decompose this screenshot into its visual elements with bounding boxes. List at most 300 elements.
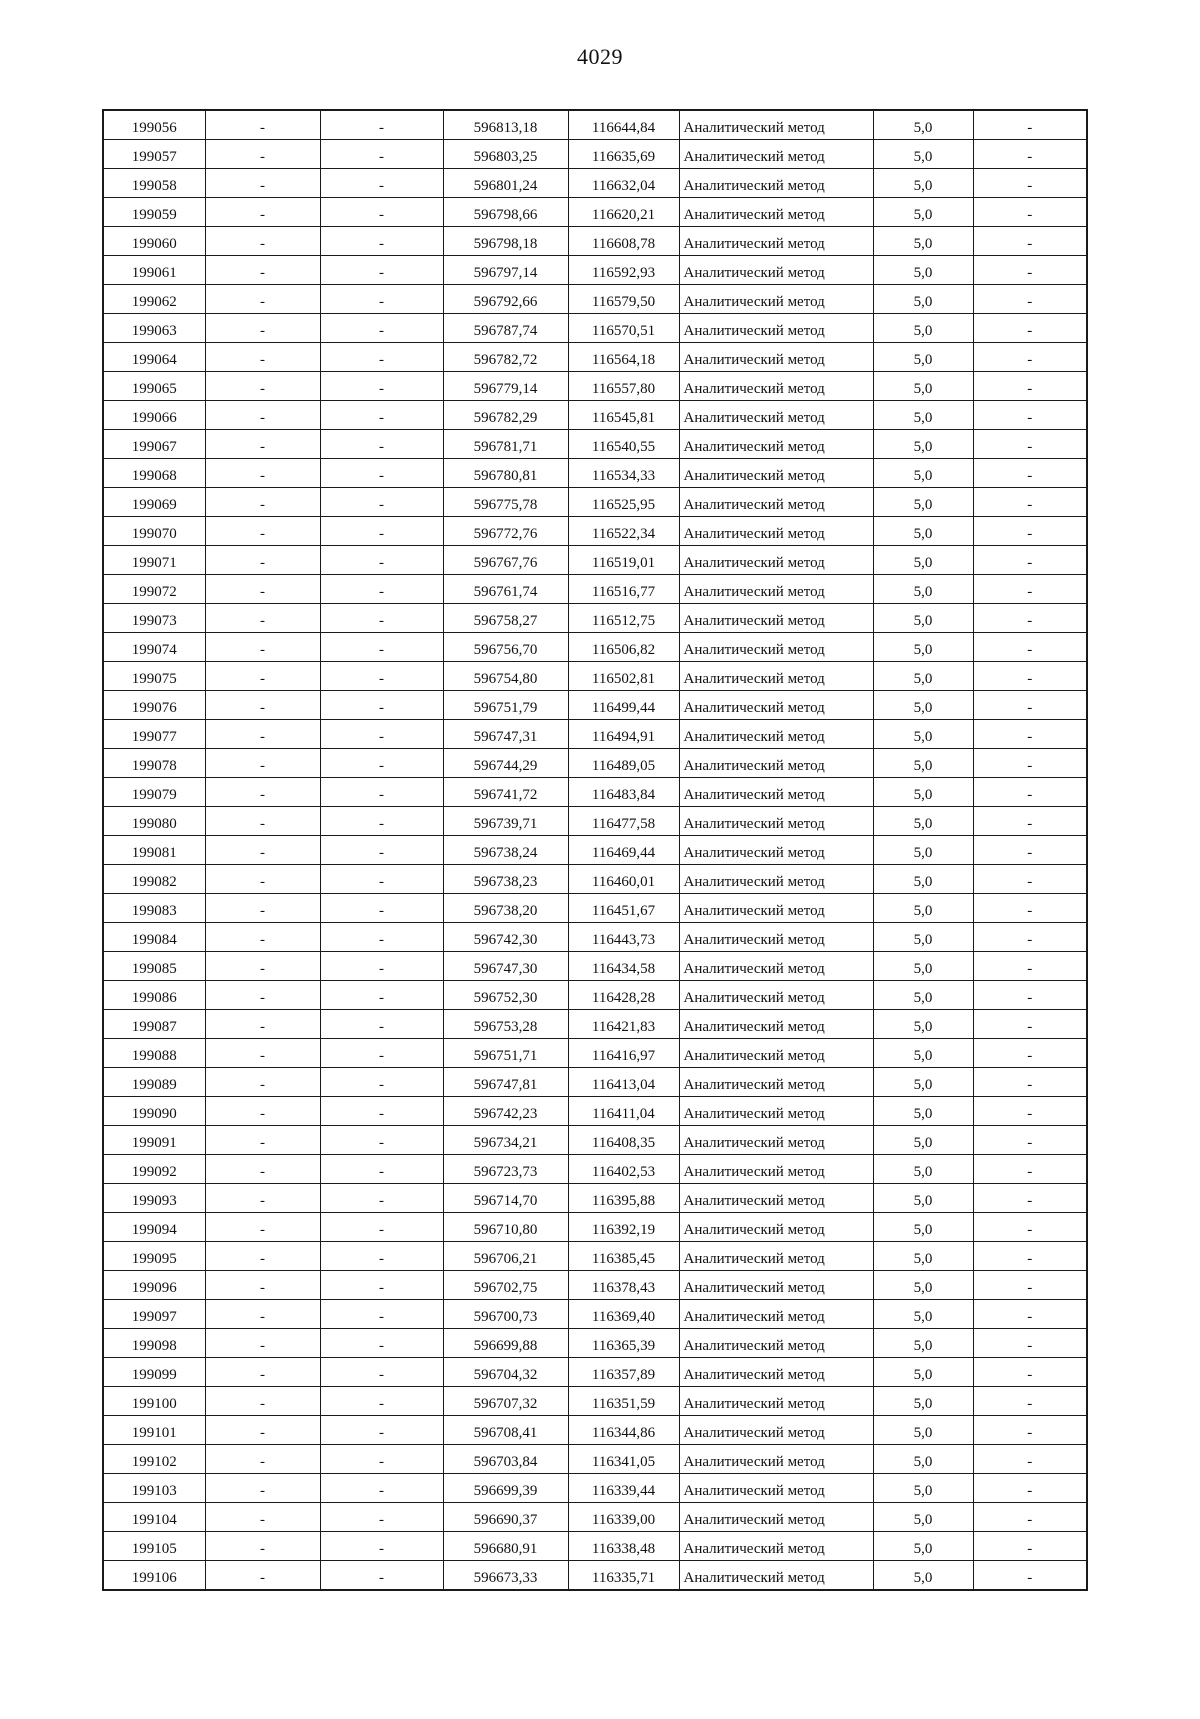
x-coordinate-cell: 596753,28 (443, 1010, 568, 1039)
y-coordinate-cell: 116369,40 (568, 1300, 679, 1329)
point-number-cell: 199106 (103, 1561, 205, 1591)
empty-value-cell: - (320, 923, 443, 952)
accuracy-cell: 5,0 (873, 256, 973, 285)
table-row (103, 778, 1087, 807)
method-cell: Аналитический метод (679, 720, 873, 749)
y-coordinate-cell: 116644,84 (568, 110, 679, 140)
y-coordinate-cell: 116443,73 (568, 923, 679, 952)
accuracy-cell: 5,0 (873, 807, 973, 836)
accuracy-cell: 5,0 (873, 1126, 973, 1155)
x-coordinate-cell: 596742,30 (443, 923, 568, 952)
point-number-cell: 199089 (103, 1068, 205, 1097)
accuracy-cell: 5,0 (873, 1329, 973, 1358)
accuracy-cell: 5,0 (873, 488, 973, 517)
table-row (103, 1300, 1087, 1329)
table-row (103, 1126, 1087, 1155)
accuracy-cell: 5,0 (873, 372, 973, 401)
empty-value-cell: - (205, 1300, 320, 1329)
y-coordinate-cell: 116534,33 (568, 459, 679, 488)
point-number-cell: 199100 (103, 1387, 205, 1416)
empty-value-cell: - (973, 923, 1087, 952)
accuracy-cell: 5,0 (873, 285, 973, 314)
method-cell: Аналитический метод (679, 140, 873, 169)
y-coordinate-cell: 116522,34 (568, 517, 679, 546)
method-cell: Аналитический метод (679, 1068, 873, 1097)
x-coordinate-cell: 596792,66 (443, 285, 568, 314)
empty-value-cell: - (205, 285, 320, 314)
empty-value-cell: - (973, 1155, 1087, 1184)
accuracy-cell: 5,0 (873, 459, 973, 488)
point-number-cell: 199060 (103, 227, 205, 256)
empty-value-cell: - (320, 546, 443, 575)
empty-value-cell: - (973, 1300, 1087, 1329)
x-coordinate-cell: 596782,72 (443, 343, 568, 372)
table-row (103, 1474, 1087, 1503)
method-cell: Аналитический метод (679, 401, 873, 430)
method-cell: Аналитический метод (679, 1503, 873, 1532)
point-number-cell: 199059 (103, 198, 205, 227)
empty-value-cell: - (973, 981, 1087, 1010)
empty-value-cell: - (320, 952, 443, 981)
y-coordinate-cell: 116519,01 (568, 546, 679, 575)
accuracy-cell: 5,0 (873, 140, 973, 169)
point-number-cell: 199070 (103, 517, 205, 546)
empty-value-cell: - (205, 1503, 320, 1532)
empty-value-cell: - (973, 1039, 1087, 1068)
empty-value-cell: - (973, 807, 1087, 836)
x-coordinate-cell: 596801,24 (443, 169, 568, 198)
accuracy-cell: 5,0 (873, 894, 973, 923)
point-number-cell: 199101 (103, 1416, 205, 1445)
point-number-cell: 199056 (103, 110, 205, 140)
empty-value-cell: - (973, 749, 1087, 778)
empty-value-cell: - (205, 459, 320, 488)
accuracy-cell: 5,0 (873, 1503, 973, 1532)
accuracy-cell: 5,0 (873, 110, 973, 140)
accuracy-cell: 5,0 (873, 923, 973, 952)
x-coordinate-cell: 596752,30 (443, 981, 568, 1010)
empty-value-cell: - (973, 1271, 1087, 1300)
empty-value-cell: - (973, 633, 1087, 662)
empty-value-cell: - (205, 546, 320, 575)
empty-value-cell: - (205, 691, 320, 720)
x-coordinate-cell: 596751,79 (443, 691, 568, 720)
accuracy-cell: 5,0 (873, 401, 973, 430)
point-number-cell: 199083 (103, 894, 205, 923)
y-coordinate-cell: 116635,69 (568, 140, 679, 169)
point-number-cell: 199093 (103, 1184, 205, 1213)
empty-value-cell: - (205, 1329, 320, 1358)
empty-value-cell: - (973, 1242, 1087, 1271)
table-row (103, 110, 1087, 140)
point-number-cell: 199061 (103, 256, 205, 285)
table-row (103, 1010, 1087, 1039)
empty-value-cell: - (320, 1010, 443, 1039)
x-coordinate-cell: 596710,80 (443, 1213, 568, 1242)
x-coordinate-cell: 596797,14 (443, 256, 568, 285)
empty-value-cell: - (205, 1416, 320, 1445)
x-coordinate-cell: 596772,76 (443, 517, 568, 546)
table-row (103, 1242, 1087, 1271)
method-cell: Аналитический метод (679, 372, 873, 401)
accuracy-cell: 5,0 (873, 981, 973, 1010)
y-coordinate-cell: 116385,45 (568, 1242, 679, 1271)
empty-value-cell: - (973, 256, 1087, 285)
empty-value-cell: - (973, 1213, 1087, 1242)
empty-value-cell: - (973, 952, 1087, 981)
method-cell: Аналитический метод (679, 807, 873, 836)
method-cell: Аналитический метод (679, 1097, 873, 1126)
empty-value-cell: - (973, 1532, 1087, 1561)
empty-value-cell: - (320, 1242, 443, 1271)
method-cell: Аналитический метод (679, 1300, 873, 1329)
method-cell: Аналитический метод (679, 198, 873, 227)
x-coordinate-cell: 596781,71 (443, 430, 568, 459)
y-coordinate-cell: 116469,44 (568, 836, 679, 865)
method-cell: Аналитический метод (679, 865, 873, 894)
x-coordinate-cell: 596798,18 (443, 227, 568, 256)
empty-value-cell: - (205, 778, 320, 807)
point-number-cell: 199057 (103, 140, 205, 169)
point-number-cell: 199088 (103, 1039, 205, 1068)
accuracy-cell: 5,0 (873, 1184, 973, 1213)
empty-value-cell: - (205, 227, 320, 256)
x-coordinate-cell: 596775,78 (443, 488, 568, 517)
table-row (103, 1213, 1087, 1242)
y-coordinate-cell: 116413,04 (568, 1068, 679, 1097)
method-cell: Аналитический метод (679, 1184, 873, 1213)
empty-value-cell: - (973, 1126, 1087, 1155)
accuracy-cell: 5,0 (873, 1039, 973, 1068)
method-cell: Аналитический метод (679, 1242, 873, 1271)
table-row (103, 256, 1087, 285)
x-coordinate-cell: 596738,24 (443, 836, 568, 865)
table-row (103, 749, 1087, 778)
y-coordinate-cell: 116428,28 (568, 981, 679, 1010)
method-cell: Аналитический метод (679, 430, 873, 459)
x-coordinate-cell: 596747,81 (443, 1068, 568, 1097)
empty-value-cell: - (205, 720, 320, 749)
empty-value-cell: - (320, 1416, 443, 1445)
x-coordinate-cell: 596798,66 (443, 198, 568, 227)
table-row (103, 1358, 1087, 1387)
y-coordinate-cell: 116592,93 (568, 256, 679, 285)
empty-value-cell: - (320, 227, 443, 256)
accuracy-cell: 5,0 (873, 517, 973, 546)
method-cell: Аналитический метод (679, 1532, 873, 1561)
x-coordinate-cell: 596706,21 (443, 1242, 568, 1271)
empty-value-cell: - (205, 1039, 320, 1068)
empty-value-cell: - (320, 1184, 443, 1213)
empty-value-cell: - (973, 1068, 1087, 1097)
point-number-cell: 199090 (103, 1097, 205, 1126)
empty-value-cell: - (320, 749, 443, 778)
empty-value-cell: - (320, 604, 443, 633)
empty-value-cell: - (973, 488, 1087, 517)
empty-value-cell: - (320, 865, 443, 894)
table-row (103, 517, 1087, 546)
x-coordinate-cell: 596787,74 (443, 314, 568, 343)
x-coordinate-cell: 596690,37 (443, 1503, 568, 1532)
empty-value-cell: - (205, 430, 320, 459)
empty-value-cell: - (205, 836, 320, 865)
empty-value-cell: - (320, 314, 443, 343)
x-coordinate-cell: 596747,30 (443, 952, 568, 981)
point-number-cell: 199065 (103, 372, 205, 401)
accuracy-cell: 5,0 (873, 1445, 973, 1474)
empty-value-cell: - (973, 1445, 1087, 1474)
method-cell: Аналитический метод (679, 227, 873, 256)
table-row (103, 459, 1087, 488)
method-cell: Аналитический метод (679, 1271, 873, 1300)
y-coordinate-cell: 116494,91 (568, 720, 679, 749)
method-cell: Аналитический метод (679, 1010, 873, 1039)
method-cell: Аналитический метод (679, 1329, 873, 1358)
y-coordinate-cell: 116434,58 (568, 952, 679, 981)
empty-value-cell: - (973, 1416, 1087, 1445)
point-number-cell: 199094 (103, 1213, 205, 1242)
method-cell: Аналитический метод (679, 343, 873, 372)
empty-value-cell: - (320, 110, 443, 140)
point-number-cell: 199067 (103, 430, 205, 459)
table-row (103, 865, 1087, 894)
table-row (103, 198, 1087, 227)
y-coordinate-cell: 116339,44 (568, 1474, 679, 1503)
point-number-cell: 199058 (103, 169, 205, 198)
empty-value-cell: - (320, 1068, 443, 1097)
y-coordinate-cell: 116502,81 (568, 662, 679, 691)
method-cell: Аналитический метод (679, 575, 873, 604)
empty-value-cell: - (205, 807, 320, 836)
point-number-cell: 199062 (103, 285, 205, 314)
method-cell: Аналитический метод (679, 459, 873, 488)
empty-value-cell: - (205, 1126, 320, 1155)
y-coordinate-cell: 116335,71 (568, 1561, 679, 1591)
table-row (103, 1155, 1087, 1184)
empty-value-cell: - (320, 1358, 443, 1387)
empty-value-cell: - (973, 1387, 1087, 1416)
empty-value-cell: - (320, 372, 443, 401)
table-row (103, 1068, 1087, 1097)
x-coordinate-cell: 596708,41 (443, 1416, 568, 1445)
table-row (103, 691, 1087, 720)
point-number-cell: 199074 (103, 633, 205, 662)
x-coordinate-cell: 596780,81 (443, 459, 568, 488)
empty-value-cell: - (205, 1097, 320, 1126)
accuracy-cell: 5,0 (873, 1242, 973, 1271)
point-number-cell: 199085 (103, 952, 205, 981)
accuracy-cell: 5,0 (873, 1561, 973, 1591)
empty-value-cell: - (973, 401, 1087, 430)
table-row (103, 720, 1087, 749)
empty-value-cell: - (973, 778, 1087, 807)
table-row (103, 923, 1087, 952)
method-cell: Аналитический метод (679, 256, 873, 285)
empty-value-cell: - (205, 372, 320, 401)
y-coordinate-cell: 116338,48 (568, 1532, 679, 1561)
x-coordinate-cell: 596758,27 (443, 604, 568, 633)
y-coordinate-cell: 116483,84 (568, 778, 679, 807)
point-number-cell: 199071 (103, 546, 205, 575)
empty-value-cell: - (320, 1329, 443, 1358)
x-coordinate-cell: 596680,91 (443, 1532, 568, 1561)
table-row (103, 894, 1087, 923)
x-coordinate-cell: 596756,70 (443, 633, 568, 662)
accuracy-cell: 5,0 (873, 343, 973, 372)
point-number-cell: 199068 (103, 459, 205, 488)
coordinates-table (102, 109, 1088, 1591)
x-coordinate-cell: 596754,80 (443, 662, 568, 691)
empty-value-cell: - (973, 1358, 1087, 1387)
x-coordinate-cell: 596734,21 (443, 1126, 568, 1155)
accuracy-cell: 5,0 (873, 1010, 973, 1039)
x-coordinate-cell: 596707,32 (443, 1387, 568, 1416)
empty-value-cell: - (205, 1358, 320, 1387)
method-cell: Аналитический метод (679, 1387, 873, 1416)
empty-value-cell: - (320, 1387, 443, 1416)
point-number-cell: 199075 (103, 662, 205, 691)
accuracy-cell: 5,0 (873, 1068, 973, 1097)
y-coordinate-cell: 116351,59 (568, 1387, 679, 1416)
empty-value-cell: - (320, 140, 443, 169)
empty-value-cell: - (973, 662, 1087, 691)
empty-value-cell: - (320, 1503, 443, 1532)
empty-value-cell: - (973, 372, 1087, 401)
point-number-cell: 199078 (103, 749, 205, 778)
empty-value-cell: - (320, 691, 443, 720)
accuracy-cell: 5,0 (873, 227, 973, 256)
empty-value-cell: - (205, 749, 320, 778)
empty-value-cell: - (320, 459, 443, 488)
table-row (103, 1184, 1087, 1213)
accuracy-cell: 5,0 (873, 1155, 973, 1184)
point-number-cell: 199095 (103, 1242, 205, 1271)
y-coordinate-cell: 116344,86 (568, 1416, 679, 1445)
table-row (103, 1532, 1087, 1561)
empty-value-cell: - (320, 1561, 443, 1591)
method-cell: Аналитический метод (679, 110, 873, 140)
empty-value-cell: - (205, 1213, 320, 1242)
empty-value-cell: - (320, 198, 443, 227)
table-row (103, 1271, 1087, 1300)
empty-value-cell: - (205, 865, 320, 894)
point-number-cell: 199096 (103, 1271, 205, 1300)
point-number-cell: 199097 (103, 1300, 205, 1329)
empty-value-cell: - (973, 227, 1087, 256)
accuracy-cell: 5,0 (873, 546, 973, 575)
accuracy-cell: 5,0 (873, 1097, 973, 1126)
x-coordinate-cell: 596761,74 (443, 575, 568, 604)
empty-value-cell: - (320, 343, 443, 372)
accuracy-cell: 5,0 (873, 314, 973, 343)
empty-value-cell: - (205, 343, 320, 372)
point-number-cell: 199103 (103, 1474, 205, 1503)
method-cell: Аналитический метод (679, 633, 873, 662)
x-coordinate-cell: 596744,29 (443, 749, 568, 778)
method-cell: Аналитический метод (679, 1474, 873, 1503)
table-row (103, 807, 1087, 836)
table-row (103, 836, 1087, 865)
empty-value-cell: - (973, 110, 1087, 140)
table-row (103, 488, 1087, 517)
method-cell: Аналитический метод (679, 981, 873, 1010)
empty-value-cell: - (205, 198, 320, 227)
empty-value-cell: - (205, 575, 320, 604)
method-cell: Аналитический метод (679, 1039, 873, 1068)
empty-value-cell: - (205, 1184, 320, 1213)
y-coordinate-cell: 116608,78 (568, 227, 679, 256)
empty-value-cell: - (320, 1039, 443, 1068)
empty-value-cell: - (973, 691, 1087, 720)
empty-value-cell: - (320, 256, 443, 285)
empty-value-cell: - (973, 459, 1087, 488)
point-number-cell: 199063 (103, 314, 205, 343)
table-row (103, 314, 1087, 343)
table-row (103, 1416, 1087, 1445)
empty-value-cell: - (973, 430, 1087, 459)
y-coordinate-cell: 116339,00 (568, 1503, 679, 1532)
method-cell: Аналитический метод (679, 1126, 873, 1155)
x-coordinate-cell: 596742,23 (443, 1097, 568, 1126)
accuracy-cell: 5,0 (873, 1416, 973, 1445)
accuracy-cell: 5,0 (873, 1213, 973, 1242)
y-coordinate-cell: 116408,35 (568, 1126, 679, 1155)
table-row (103, 1445, 1087, 1474)
empty-value-cell: - (320, 1300, 443, 1329)
accuracy-cell: 5,0 (873, 633, 973, 662)
empty-value-cell: - (973, 604, 1087, 633)
method-cell: Аналитический метод (679, 1561, 873, 1591)
y-coordinate-cell: 116378,43 (568, 1271, 679, 1300)
table-row (103, 633, 1087, 662)
empty-value-cell: - (320, 662, 443, 691)
accuracy-cell: 5,0 (873, 1358, 973, 1387)
table-body (103, 110, 1087, 1590)
table-row (103, 1503, 1087, 1532)
table-row (103, 140, 1087, 169)
y-coordinate-cell: 116540,55 (568, 430, 679, 459)
y-coordinate-cell: 116506,82 (568, 633, 679, 662)
point-number-cell: 199086 (103, 981, 205, 1010)
empty-value-cell: - (205, 1474, 320, 1503)
empty-value-cell: - (973, 1503, 1087, 1532)
y-coordinate-cell: 116392,19 (568, 1213, 679, 1242)
empty-value-cell: - (320, 894, 443, 923)
table-row (103, 285, 1087, 314)
x-coordinate-cell: 596779,14 (443, 372, 568, 401)
point-number-cell: 199076 (103, 691, 205, 720)
empty-value-cell: - (205, 517, 320, 546)
empty-value-cell: - (205, 314, 320, 343)
point-number-cell: 199104 (103, 1503, 205, 1532)
point-number-cell: 199091 (103, 1126, 205, 1155)
accuracy-cell: 5,0 (873, 1387, 973, 1416)
accuracy-cell: 5,0 (873, 662, 973, 691)
table-row (103, 1387, 1087, 1416)
table-row (103, 575, 1087, 604)
empty-value-cell: - (320, 517, 443, 546)
y-coordinate-cell: 116579,50 (568, 285, 679, 314)
table-row (103, 401, 1087, 430)
empty-value-cell: - (973, 517, 1087, 546)
method-cell: Аналитический метод (679, 285, 873, 314)
method-cell: Аналитический метод (679, 894, 873, 923)
empty-value-cell: - (973, 894, 1087, 923)
x-coordinate-cell: 596751,71 (443, 1039, 568, 1068)
x-coordinate-cell: 596673,33 (443, 1561, 568, 1591)
method-cell: Аналитический метод (679, 662, 873, 691)
accuracy-cell: 5,0 (873, 1300, 973, 1329)
